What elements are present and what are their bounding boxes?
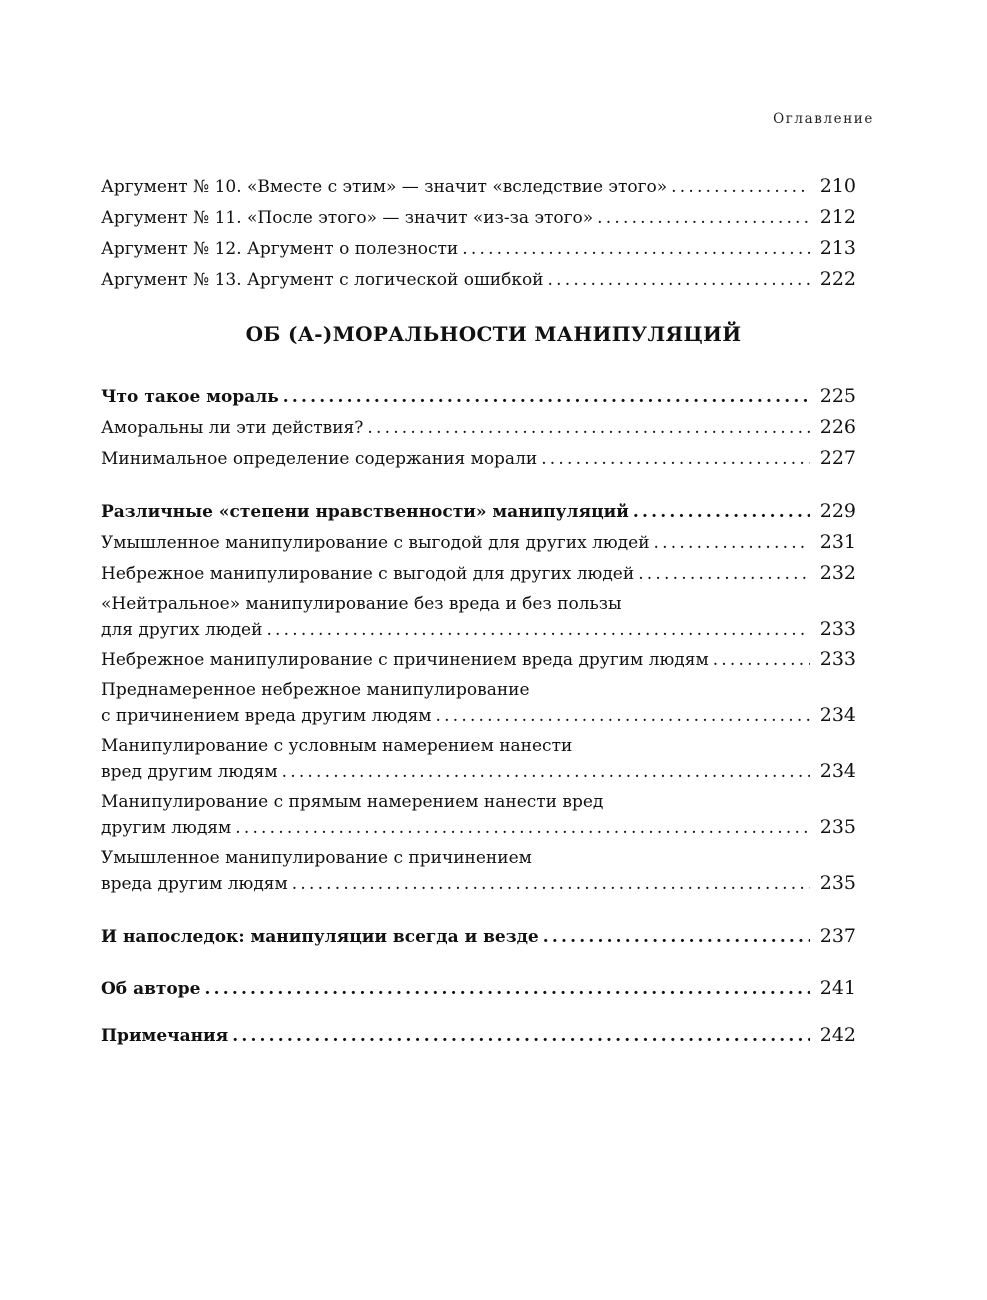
toc-chapter-entry[interactable]: [101, 924, 856, 950]
toc-entry-title: для других людей: [101, 620, 263, 640]
dot-leader: [282, 760, 810, 785]
section-title: ОБ (А-)МОРАЛЬНОСТИ МАНИПУЛЯЦИЙ: [245, 322, 742, 346]
dot-leader: [654, 531, 810, 556]
dot-leader: [266, 618, 810, 643]
toc-entry[interactable]: [101, 205, 856, 231]
toc-chapter-entry[interactable]: [101, 384, 856, 410]
toc-entry-title: другим людям: [101, 818, 232, 838]
toc-chapter-entry[interactable]: [101, 1023, 856, 1049]
dot-leader: [283, 385, 810, 410]
toc-page-number: 237: [819, 925, 856, 947]
dot-leader: [235, 816, 810, 841]
toc-entry[interactable]: [101, 790, 856, 841]
toc-entry-title: Умышленное манипулирование с выгодой для других людей: [101, 533, 650, 553]
toc-entry-title: Аргумент № 12. Аргумент о полезности: [101, 239, 459, 259]
toc-page-number: 210: [819, 175, 856, 197]
toc-entry[interactable]: [101, 174, 856, 200]
toc-entry-title: Небрежное манипулирование с выгодой для других людей: [101, 564, 635, 584]
toc-chapter-entry[interactable]: [101, 499, 856, 525]
toc-entry-title-line1: Манипулирование с прямым намерением нанести вред: [101, 792, 604, 812]
toc-page-number: 222: [819, 268, 856, 290]
toc-entry-title-line1: «Нейтральное» манипулирование без вреда и без пользы: [101, 594, 622, 614]
toc-entry-title-line1: Манипулирование с условным намерением нанести: [101, 736, 573, 756]
toc-page-number: 231: [819, 531, 856, 553]
dot-leader: [548, 268, 810, 293]
toc-page-number: 241: [819, 977, 856, 999]
toc-entry[interactable]: [101, 734, 856, 785]
dot-leader: [462, 237, 810, 262]
toc-page-number: 233: [819, 648, 856, 670]
toc-page-number: 225: [819, 385, 856, 407]
toc-entry-title-line1: Умышленное манипулирование с причинением: [101, 848, 532, 868]
toc-entry-title: Примечания: [101, 1026, 229, 1046]
toc-entry[interactable]: [101, 267, 856, 293]
toc-page-number: 234: [819, 704, 856, 726]
toc-page-number: 235: [819, 872, 856, 894]
toc-entry-title-line1: Преднамеренное небрежное манипулирование: [101, 680, 530, 700]
running-head: Оглавление: [773, 111, 874, 127]
toc-entry[interactable]: [101, 561, 856, 587]
dot-leader: [671, 175, 810, 200]
dot-leader: [633, 500, 810, 525]
toc-page-number: 242: [819, 1024, 856, 1046]
toc-entry-title: Аморальны ли эти действия?: [101, 418, 364, 438]
toc-entry-title: вреда другим людям: [101, 874, 288, 894]
dot-leader: [638, 562, 810, 587]
toc-entry-title: И напоследок: манипуляции всегда и везде: [101, 927, 539, 947]
dot-leader: [713, 648, 810, 673]
toc-page-number: 226: [819, 416, 856, 438]
toc-entry-title: Об авторе: [101, 979, 201, 999]
toc-entry-title: Аргумент № 11. «После этого» — значит «из-за этого»: [101, 208, 594, 228]
dot-leader: [436, 704, 810, 729]
toc-page-number: 213: [819, 237, 856, 259]
toc-entry-title: с причинением вреда другим людям: [101, 706, 432, 726]
toc-chapter-entry[interactable]: [101, 976, 856, 1002]
toc-page-number: 212: [819, 206, 856, 228]
toc-entry[interactable]: [101, 415, 856, 441]
dot-leader: [367, 416, 810, 441]
dot-leader: [597, 206, 810, 231]
dot-leader: [543, 925, 810, 950]
toc-entry-title: Небрежное манипулирование с причинением вреда другим людям: [101, 650, 709, 670]
toc-entry[interactable]: [101, 647, 856, 673]
toc-page-number: 234: [819, 760, 856, 782]
toc-entry[interactable]: [101, 236, 856, 262]
toc-entry[interactable]: [101, 592, 856, 643]
toc-entry-title: Минимальное определение содержания морали: [101, 449, 538, 469]
toc-entry[interactable]: [101, 446, 856, 472]
toc-entry-title: Различные «степени нравственности» манипуляций: [101, 502, 629, 522]
toc-entry[interactable]: [101, 846, 856, 897]
toc-page-number: 229: [819, 500, 856, 522]
toc-entry[interactable]: [101, 678, 856, 729]
dot-leader: [204, 977, 810, 1002]
toc-entry[interactable]: [101, 530, 856, 556]
toc-entry-title: Аргумент № 13. Аргумент с логической ошибкой: [101, 270, 544, 290]
toc-page-number: 232: [819, 562, 856, 584]
toc-entry-title: Аргумент № 10. «Вместе с этим» — значит «вследствие этого»: [101, 177, 668, 197]
dot-leader: [292, 872, 810, 897]
toc-page-number: 233: [819, 618, 856, 640]
dot-leader: [232, 1024, 810, 1049]
dot-leader: [541, 447, 810, 472]
toc-entry-title: Что такое мораль: [101, 387, 279, 407]
toc-entry-title: вред другим людям: [101, 762, 278, 782]
toc-page-number: 227: [819, 447, 856, 469]
toc-page-number: 235: [819, 816, 856, 838]
